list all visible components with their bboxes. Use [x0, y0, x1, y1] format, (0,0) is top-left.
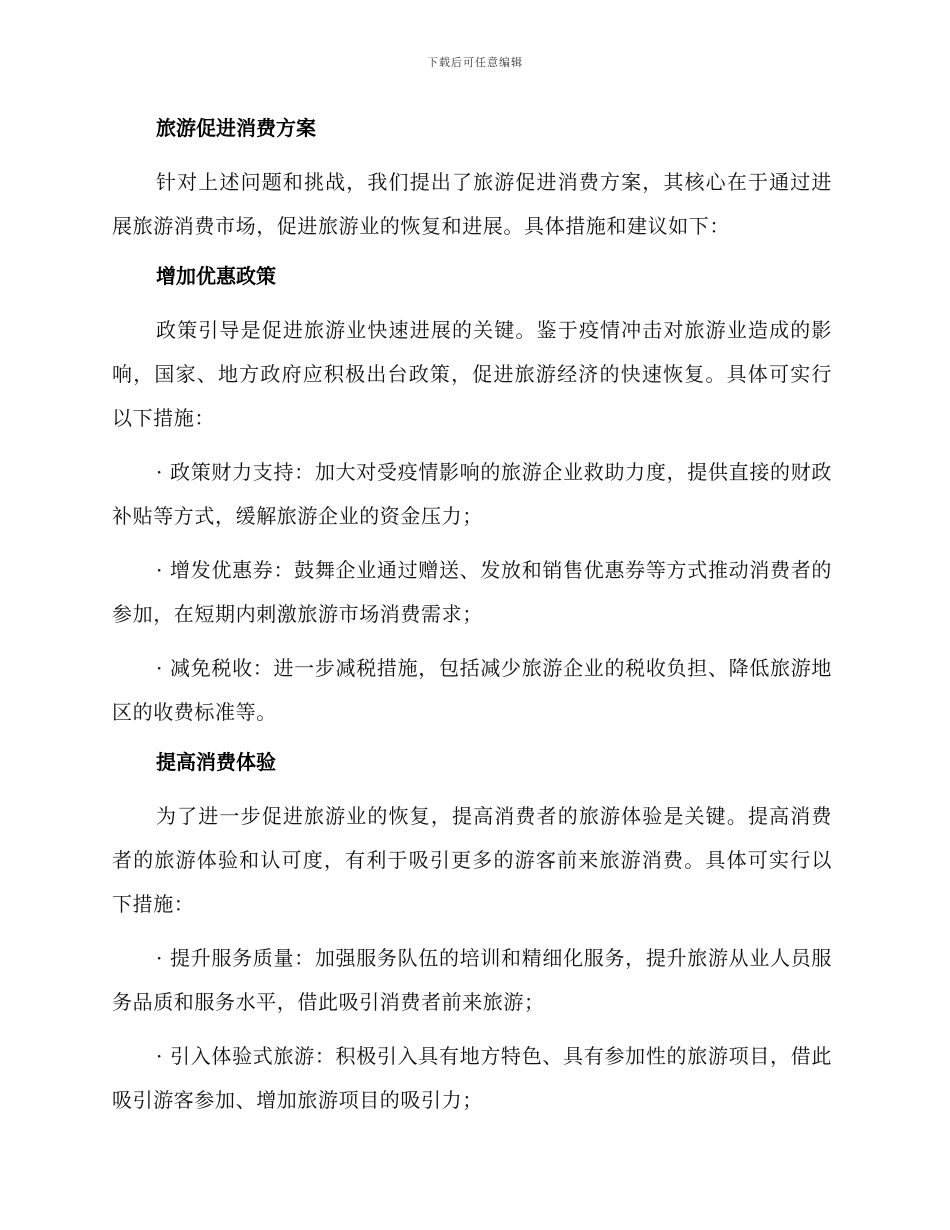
- section-3-paragraph-1: 为了进一步促进旅游业的恢复，提高消费者的旅游体验是关键。提高消费者的旅游体验和认可度，有利于吸引更多的游客前来旅游消费。具体可实行以下措施：: [112, 804, 832, 916]
- section-heading-3: 提高消费体验: [156, 750, 276, 774]
- section-2-paragraph-1: 政策引导是促进旅游业快速进展的关键。鉴于疫情冲击对旅游业造成的影响，国家、地方政府应积极出台政策，促进旅游经济的快速恢复。具体可实行以下措施：: [112, 318, 832, 430]
- header-note: 下载后可任意编辑: [427, 56, 523, 69]
- section-heading-2: 增加优惠政策: [156, 264, 276, 288]
- section-3-bullet-2: · 引入体验式旅游：积极引入具有地方特色、具有参加性的旅游项目，借此吸引游客参加、增加旅游项目的吸引力；: [112, 1044, 832, 1112]
- section-2-bullet-3: · 减免税收：进一步减税措施，包括减少旅游企业的税收负担、降低旅游地区的收费标准等。: [112, 656, 832, 724]
- document-body: [112, 110, 832, 1132]
- section-heading-1: 旅游促进消费方案: [156, 116, 316, 140]
- section-2-bullet-2: · 增发优惠券：鼓舞企业通过赠送、发放和销售优惠券等方式推动消费者的参加，在短期内刺激旅游市场消费需求；: [112, 558, 832, 626]
- section-2-bullet-1: · 政策财力支持：加大对受疫情影响的旅游企业救助力度，提供直接的财政补贴等方式，缓解旅游企业的资金压力；: [112, 460, 832, 528]
- section-3-bullet-1: · 提升服务质量：加强服务队伍的培训和精细化服务，提升旅游从业人员服务品质和服务水平，借此吸引消费者前来旅游；: [112, 946, 832, 1014]
- section-1-paragraph-1: 针对上述问题和挑战，我们提出了旅游促进消费方案，其核心在于通过进展旅游消费市场，促进旅游业的恢复和进展。具体措施和建议如下：: [112, 170, 832, 238]
